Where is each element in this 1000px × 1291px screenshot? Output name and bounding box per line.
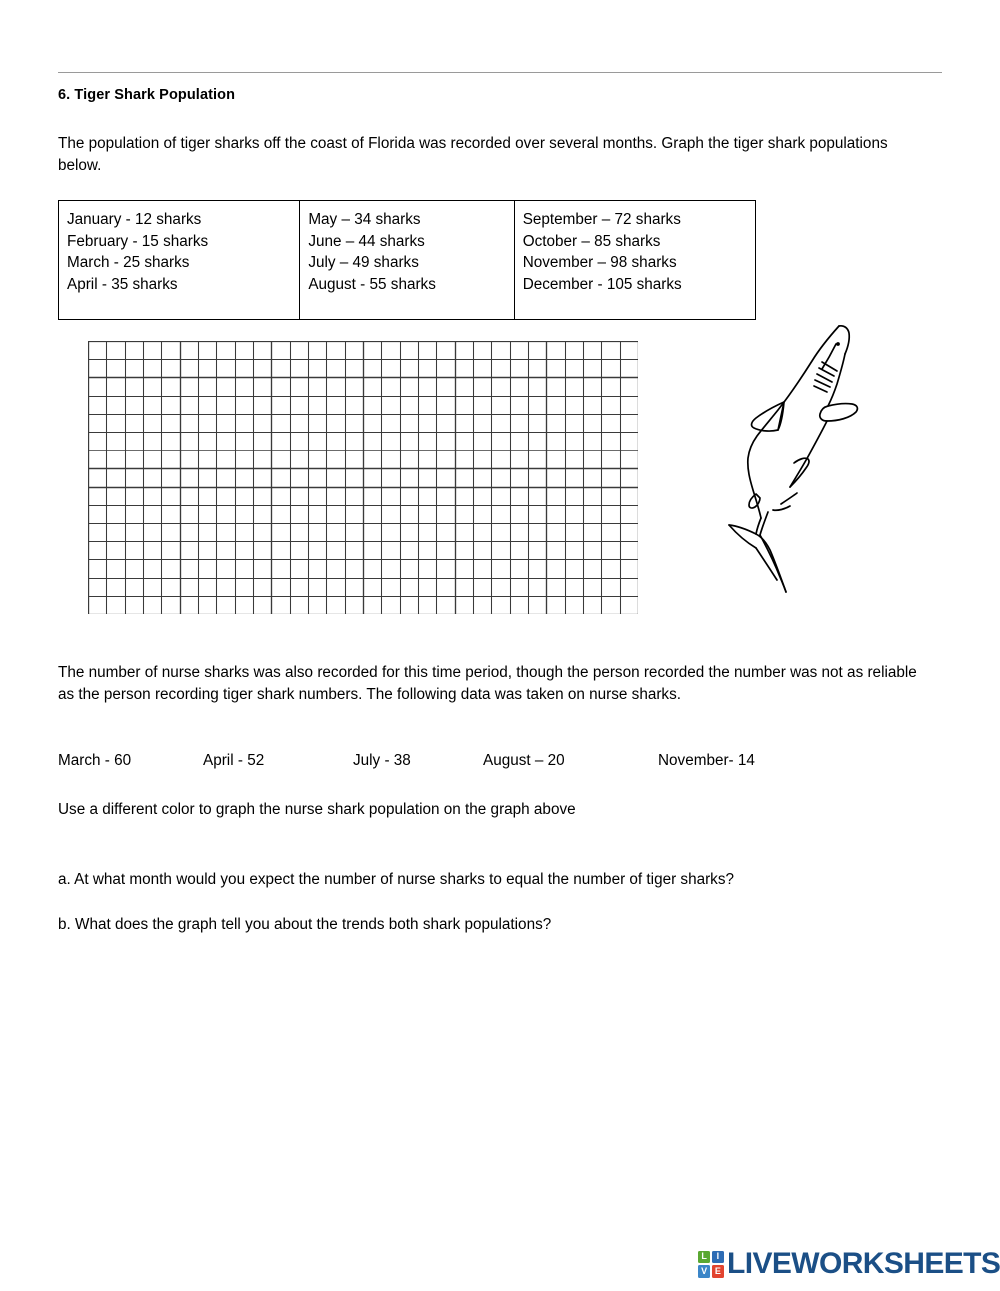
liveworksheets-logo (698, 1246, 1000, 1282)
question-a: a. At what month would you expect the number of nurse sharks to equal the number of tiger sharks? (58, 871, 734, 888)
badge-letter-v: V (698, 1265, 710, 1278)
data-column-1 (59, 201, 300, 319)
data-column-3 (515, 201, 755, 319)
liveworksheets-wordmark: LIVEWORKSHEETS (727, 1247, 1000, 1280)
badge-letter-l: L (698, 1251, 710, 1264)
data-cell: September – 72 sharks (522, 211, 681, 228)
nurse-data-item: July - 38 (353, 752, 411, 769)
data-column-2 (300, 201, 514, 319)
nurse-data-item: August – 20 (483, 752, 565, 769)
nurse-data-item: March - 60 (58, 752, 132, 769)
shark-icon (726, 314, 876, 604)
page-title: 6. Tiger Shark Population (58, 87, 236, 103)
data-cell: June – 44 sharks (308, 232, 425, 250)
nurse-data-item: April - 52 (203, 752, 265, 769)
graph-grid-svg[interactable] (88, 341, 638, 614)
header-divider (58, 72, 942, 73)
badge-letter-e: E (712, 1265, 724, 1278)
data-cell: December - 105 sharks (522, 275, 682, 293)
shark-data-table (58, 200, 756, 320)
nurse-shark-data-row (58, 752, 858, 770)
data-cell: October – 85 sharks (522, 232, 661, 250)
data-cell: April - 35 sharks (67, 275, 178, 293)
data-cell: November – 98 sharks (522, 254, 677, 271)
data-cell: August - 55 sharks (308, 275, 436, 293)
live-badge-icon (698, 1251, 724, 1278)
badge-letter-i: I (712, 1251, 724, 1264)
data-cell: July – 49 sharks (308, 254, 419, 271)
data-cell: May – 34 sharks (308, 211, 421, 228)
graph-grid[interactable] (88, 341, 638, 614)
data-cell: January - 12 sharks (67, 211, 202, 228)
data-cell: March - 25 sharks (67, 254, 190, 271)
nurse-data-item: November- 14 (658, 752, 755, 769)
data-cell: February - 15 sharks (67, 232, 209, 250)
question-b: b. What does the graph tell you about the trends both shark populations? (58, 916, 552, 933)
intro-paragraph: The population of tiger sharks off the coast of Florida was recorded over several months. Graph the tiger shark populations below. (58, 135, 888, 174)
color-instruction: Use a different color to graph the nurse shark population on the graph above (58, 801, 576, 818)
shark-illustration (726, 314, 876, 604)
nurse-shark-paragraph: The number of nurse sharks was also recorded for this time period, though the person recorded the number was not as reliable as the person recording tiger shark numbers. The following data was taken on nurse sharks. (58, 664, 917, 703)
